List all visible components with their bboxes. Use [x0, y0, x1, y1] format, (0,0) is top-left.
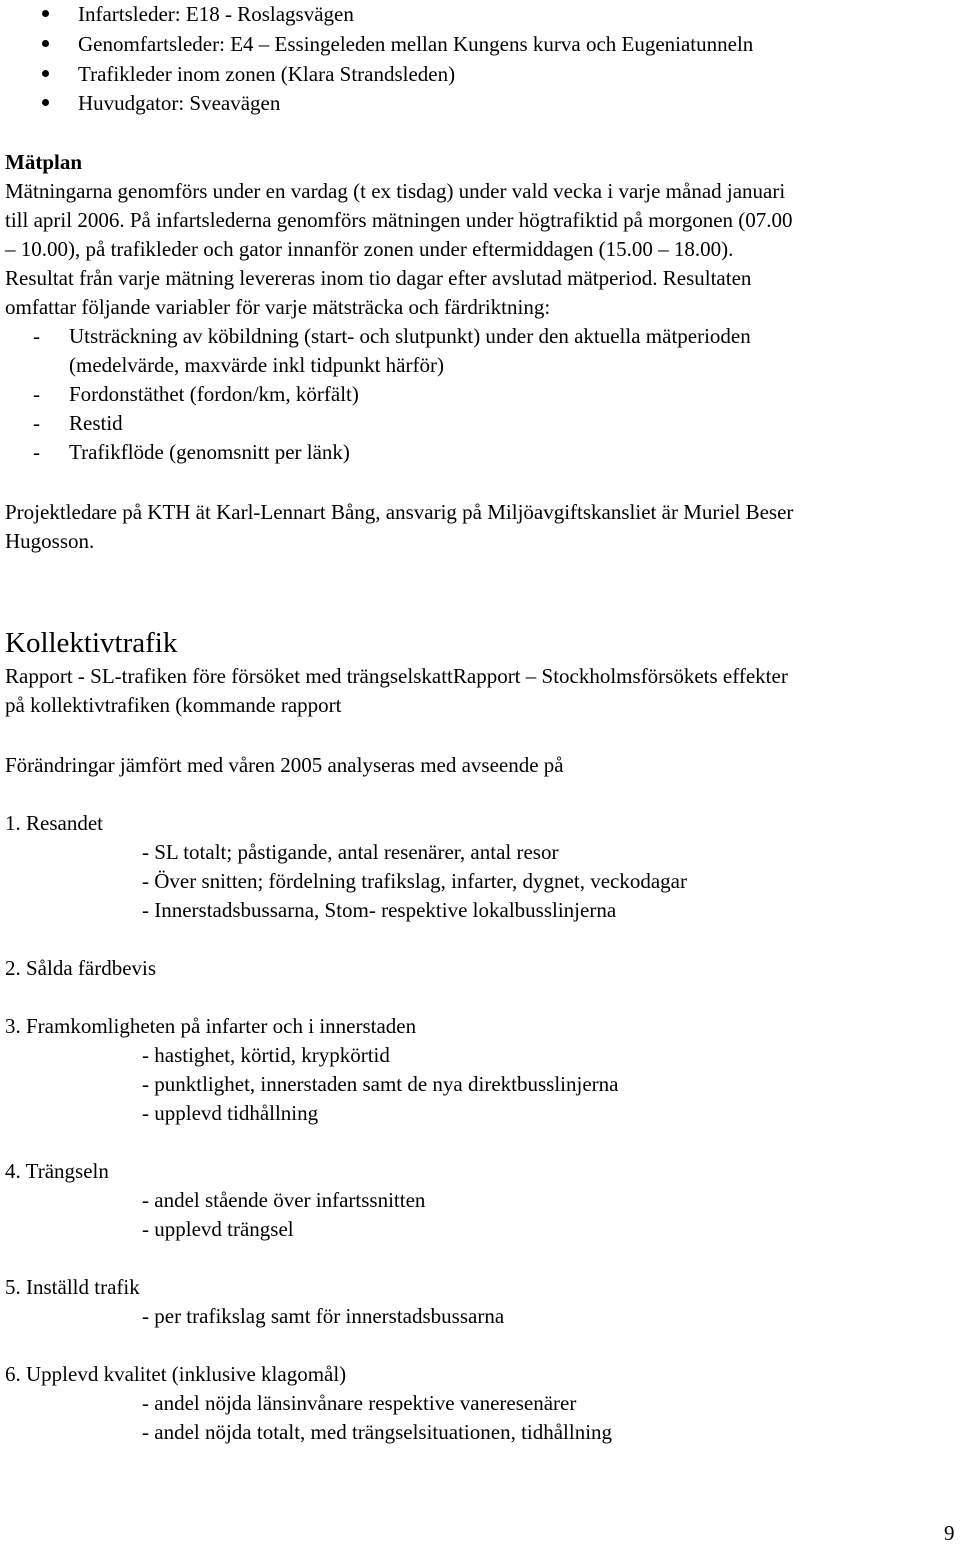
paragraph-line: Resultat från varje mätning levereras inom tio dagar efter avslutad mätperiod. Resultaten: [5, 266, 752, 290]
sub-item: - andel stående över infartssnitten: [142, 1188, 426, 1212]
bullet-item-infartsleder: Infartsleder: E18 - Roslagsvägen: [78, 2, 354, 26]
project-line: Projektledare på KTH ät Karl-Lennart Bång, ansvarig på Miljöavgiftskansliet är Muriel Beser: [5, 500, 794, 524]
paragraph-line: Mätningarna genomförs under en vardag (t ex tisdag) under vald vecka i varje månad januari: [5, 179, 786, 203]
bullet-icon: [42, 99, 49, 106]
intro-line: Förändringar jämfört med våren 2005 analyseras med avseende på: [5, 753, 564, 777]
bullet-icon: [42, 70, 49, 77]
section-heading-matplan: Mätplan: [5, 150, 83, 174]
paragraph-line: omfattar följande variabler för varje mätsträcka och färdriktning:: [5, 295, 551, 319]
numbered-item-title: 5. Inställd trafik: [5, 1275, 140, 1299]
sub-item: - hastighet, körtid, krypkörtid: [142, 1043, 390, 1067]
sub-item: - punktlighet, innerstaden samt de nya direktbusslinjerna: [142, 1072, 619, 1096]
project-line: Hugosson.: [5, 529, 95, 553]
bullet-item-huvudgator: Huvudgator: Sveavägen: [78, 91, 281, 115]
sub-item: - andel nöjda länsinvånare respektive vaneresenärer: [142, 1391, 577, 1415]
report-line: Rapport - SL-trafiken före försöket med trängselskattRapport – Stockholmsförsökets effekter: [5, 664, 788, 688]
page-number: 9: [944, 1521, 955, 1545]
numbered-item-title: 2. Sålda färdbevis: [5, 956, 157, 980]
sub-item: - Innerstadsbussarna, Stom- respektive lokalbusslinjerna: [142, 898, 617, 922]
variable-item: Fordonstäthet (fordon/km, körfält): [69, 382, 359, 406]
bullet-item-trafikleder: Trafikleder inom zonen (Klara Strandsleden): [78, 62, 456, 86]
dash-icon: -: [33, 411, 40, 435]
numbered-item-title: 3. Framkomligheten på infarter och i innerstaden: [5, 1014, 417, 1038]
numbered-item-title: 4. Trängseln: [5, 1159, 109, 1183]
bullet-item-genomfartsleder: Genomfartsleder: E4 – Essingeleden mellan Kungens kurva och Eugeniatunneln: [78, 32, 754, 56]
sub-item: - upplevd trängsel: [142, 1217, 294, 1241]
bullet-icon: [42, 10, 49, 17]
variable-item: Trafikflöde (genomsnitt per länk): [69, 440, 350, 464]
section-heading-kollektivtrafik: Kollektivtrafik: [5, 627, 178, 659]
sub-item: - andel nöjda totalt, med trängselsituationen, tidhållning: [142, 1420, 613, 1444]
dash-icon: -: [33, 382, 40, 406]
variable-item: Restid: [69, 411, 123, 435]
bullet-icon: [42, 40, 49, 47]
variable-item: Utsträckning av köbildning (start- och slutpunkt) under den aktuella mätperioden: [69, 324, 751, 348]
paragraph-line: till april 2006. På infartslederna genomförs mätningen under högtrafiktid på morgonen (07.00: [5, 208, 793, 232]
numbered-item-title: 6. Upplevd kvalitet (inklusive klagomål): [5, 1362, 347, 1386]
sub-item: - SL totalt; påstigande, antal resenärer, antal resor: [142, 840, 559, 864]
variable-item-continuation: (medelvärde, maxvärde inkl tidpunkt härför): [69, 353, 444, 377]
sub-item: - upplevd tidhållning: [142, 1101, 319, 1125]
paragraph-line: – 10.00), på trafikleder och gator innanför zonen under eftermiddagen (15.00 – 18.00).: [5, 237, 734, 261]
sub-item: - per trafikslag samt för innerstadsbussarna: [142, 1304, 505, 1328]
numbered-item-title: 1. Resandet: [5, 811, 103, 835]
report-line: på kollektivtrafiken (kommande rapport: [5, 693, 342, 717]
dash-icon: -: [33, 440, 40, 464]
sub-item: - Över snitten; fördelning trafikslag, infarter, dygnet, veckodagar: [142, 869, 687, 893]
dash-icon: -: [33, 324, 40, 348]
